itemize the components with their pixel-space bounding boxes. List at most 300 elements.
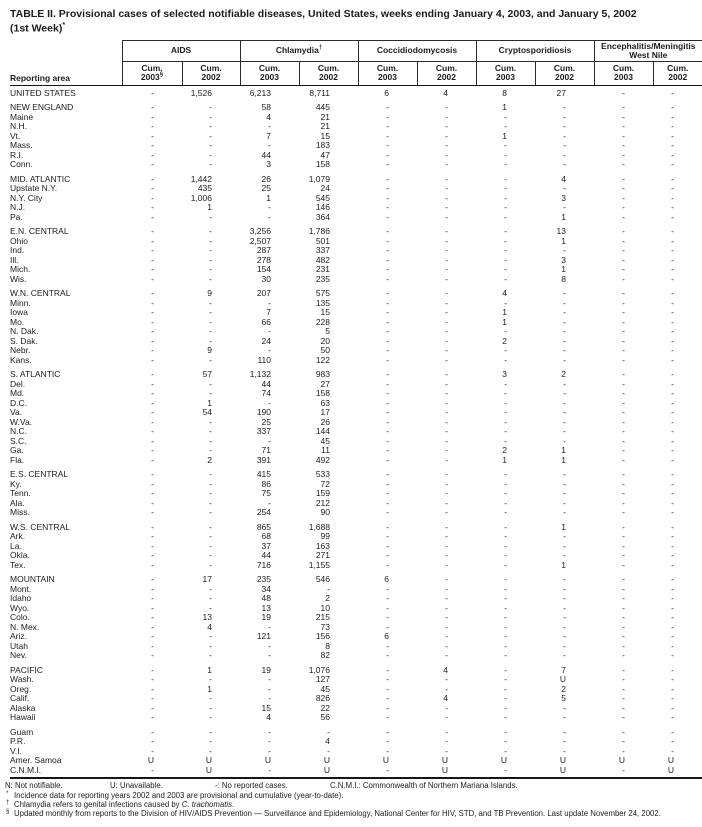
value-cell: -: [386, 370, 389, 379]
value-cell: U: [667, 765, 675, 775]
value-cell: -: [671, 632, 675, 641]
value-cell: 1: [502, 455, 507, 465]
value-cell: -: [445, 131, 448, 141]
value-cell: 3: [266, 160, 271, 169]
value-cell: 1: [502, 131, 507, 141]
value-cell: -: [622, 651, 626, 660]
value-cell: -: [151, 122, 154, 131]
value-cell: -: [445, 236, 448, 246]
value-cell: 212: [315, 498, 330, 508]
reporting-area-cell: Utah: [10, 641, 28, 651]
value-cell: -: [445, 122, 448, 131]
value-cell: 254: [256, 508, 271, 517]
value-cell: -: [151, 737, 154, 746]
value-cell: -: [504, 737, 507, 746]
value-cell: 337: [256, 427, 271, 436]
value-cell: -: [151, 174, 154, 184]
value-cell: -: [504, 212, 507, 222]
value-cell: -: [622, 193, 626, 203]
value-cell: -: [151, 150, 154, 160]
value-cell: -: [504, 613, 507, 622]
table-row: [10, 551, 702, 561]
value-cell: -: [504, 112, 507, 122]
value-cell: -: [386, 455, 389, 465]
value-cell: -: [445, 246, 448, 255]
value-cell: -: [445, 446, 448, 455]
value-cell: -: [504, 470, 507, 479]
value-cell: -: [671, 498, 675, 508]
value-cell: -: [563, 160, 567, 169]
value-cell: 4: [443, 665, 448, 675]
reporting-area-cell: C.N.M.I.: [10, 765, 42, 775]
column-subheader: Cum. 2002: [182, 61, 240, 85]
value-cell: -: [445, 455, 448, 465]
value-cell: 90: [320, 508, 330, 517]
value-cell: -: [622, 174, 626, 184]
value-cell: 575: [315, 289, 330, 298]
legend-item: U: Unavailable.: [110, 781, 163, 790]
value-cell: -: [671, 131, 675, 141]
value-cell: -: [563, 308, 567, 317]
value-cell: -: [209, 150, 212, 160]
value-cell: 25: [261, 184, 271, 193]
table-row: [10, 594, 702, 604]
value-cell: -: [268, 684, 271, 694]
value-cell: -: [622, 265, 626, 274]
value-cell: -: [504, 160, 507, 169]
value-cell: -: [622, 746, 626, 756]
value-cell: 15: [261, 703, 271, 713]
value-cell: -: [563, 379, 567, 389]
value-cell: -: [671, 575, 675, 584]
table-row: [10, 427, 702, 437]
value-cell: -: [671, 684, 675, 694]
value-cell: 68: [261, 532, 271, 541]
value-cell: -: [622, 203, 626, 212]
value-cell: -: [622, 508, 626, 517]
value-cell: -: [386, 298, 389, 308]
value-cell: 22: [320, 703, 330, 713]
value-cell: -: [671, 694, 675, 703]
value-cell: -: [563, 246, 567, 255]
value-cell: -: [622, 255, 626, 265]
value-cell: -: [327, 746, 330, 756]
table-row: [10, 666, 702, 676]
footnote-legend: [5, 781, 702, 790]
value-cell: -: [504, 436, 507, 446]
value-cell: -: [445, 675, 448, 684]
value-cell: -: [563, 508, 567, 517]
value-cell: 13: [261, 603, 271, 613]
value-cell: -: [386, 150, 389, 160]
value-cell: -: [504, 532, 507, 541]
value-cell: 3,256: [249, 227, 271, 236]
value-cell: -: [386, 613, 389, 622]
value-cell: -: [209, 641, 212, 651]
value-cell: -: [504, 408, 507, 417]
value-cell: 9: [207, 346, 212, 355]
value-cell: 492: [315, 455, 330, 465]
reporting-area-cell: S. ATLANTIC: [10, 370, 61, 379]
value-cell: 26: [261, 174, 271, 184]
value-cell: -: [504, 193, 507, 203]
value-cell: -: [151, 551, 154, 560]
value-cell: 5: [561, 694, 567, 703]
value-cell: -: [622, 575, 626, 584]
value-cell: -: [671, 212, 675, 222]
value-cell: -: [386, 694, 389, 703]
value-cell: -: [386, 594, 389, 603]
value-cell: 4: [325, 737, 330, 746]
value-cell: 26: [320, 417, 330, 427]
value-cell: -: [209, 727, 212, 737]
footnote-marker: §: [6, 809, 10, 815]
value-cell: -: [386, 622, 389, 632]
value-cell: -: [151, 112, 154, 122]
value-cell: -: [563, 498, 567, 508]
value-cell: 17: [320, 408, 330, 417]
value-cell: 10: [320, 603, 330, 613]
value-cell: 1: [561, 560, 567, 570]
value-cell: -: [268, 641, 271, 651]
reporting-area-cell: Hawaii: [10, 713, 36, 722]
reporting-area-cell: Wash.: [10, 675, 34, 684]
value-cell: -: [504, 236, 507, 246]
footnote-note: * Incidence data for reporting years 2002 and 2003 are provisional and cumulative (year-to-date).: [6, 791, 344, 800]
value-cell: -: [622, 317, 626, 327]
value-cell: -: [445, 594, 448, 603]
value-cell: 533: [315, 470, 330, 479]
value-cell: -: [445, 389, 448, 398]
value-cell: 1: [207, 665, 212, 675]
table-row: [10, 113, 702, 123]
value-cell: 127: [315, 675, 330, 684]
value-cell: -: [209, 336, 212, 346]
value-cell: -: [671, 112, 675, 122]
value-cell: -: [151, 470, 154, 479]
value-cell: -: [209, 212, 212, 222]
value-cell: -: [445, 203, 448, 212]
value-cell: 86: [261, 479, 271, 489]
value-cell: -: [622, 522, 626, 532]
reporting-area-cell: N.C.: [10, 427, 27, 436]
value-cell: 278: [256, 255, 271, 265]
column-subheader: Cum. 2002: [417, 61, 476, 85]
value-cell: 15: [320, 308, 330, 317]
value-cell: -: [671, 622, 675, 632]
value-cell: -: [671, 508, 675, 517]
value-cell: -: [386, 489, 389, 498]
value-cell: -: [151, 479, 154, 489]
value-cell: -: [268, 203, 271, 212]
table-row: [10, 499, 702, 509]
value-cell: -: [151, 184, 154, 193]
end-gap: [10, 775, 702, 778]
value-cell: 48: [261, 594, 271, 603]
table-row: [10, 399, 702, 409]
value-cell: -: [671, 355, 675, 365]
reporting-area-cell: Calif.: [10, 694, 30, 703]
table-row: [10, 685, 702, 695]
reporting-area-cell: Kans.: [10, 355, 32, 365]
value-cell: 37: [261, 541, 271, 551]
footnotes: [5, 781, 702, 818]
value-cell: -: [151, 255, 154, 265]
value-cell: -: [209, 694, 212, 703]
value-cell: 215: [315, 613, 330, 622]
value-cell: 1,006: [190, 193, 212, 203]
value-cell: 54: [202, 408, 212, 417]
reporting-area-cell: Idaho: [10, 594, 32, 603]
value-cell: -: [151, 713, 154, 722]
value-cell: -: [622, 713, 626, 722]
table-row: [10, 470, 702, 480]
value-cell: 1: [561, 265, 567, 274]
table-row: [10, 694, 702, 704]
column-group-header: Coccidiodomycosis: [358, 40, 476, 61]
value-cell: 3: [561, 255, 567, 265]
value-cell: -: [563, 737, 567, 746]
title-line-2: (1st Week)*: [10, 22, 66, 35]
reporting-area-cell: W.Va.: [10, 417, 33, 427]
value-cell: -: [563, 389, 567, 398]
value-cell: -: [671, 713, 675, 722]
value-cell: -: [563, 436, 567, 446]
value-cell: -: [268, 398, 271, 408]
value-cell: -: [504, 713, 507, 722]
value-cell: -: [671, 336, 675, 346]
value-cell: -: [151, 298, 154, 308]
value-cell: 4: [266, 112, 271, 122]
value-cell: -: [622, 150, 626, 160]
value-cell: 13: [202, 613, 212, 622]
value-cell: -: [151, 498, 154, 508]
value-cell: -: [386, 355, 389, 365]
value-cell: -: [622, 498, 626, 508]
value-cell: -: [504, 427, 507, 436]
value-cell: 21: [320, 122, 330, 131]
value-cell: 6: [384, 632, 389, 641]
value-cell: -: [504, 651, 507, 660]
value-cell: 1: [266, 193, 271, 203]
value-cell: -: [209, 522, 212, 532]
value-cell: -: [151, 265, 154, 274]
value-cell: 1,526: [190, 87, 212, 98]
value-cell: 2: [325, 594, 330, 603]
reporting-area-cell: Mo.: [10, 317, 25, 327]
value-cell: 63: [320, 398, 330, 408]
value-cell: -: [622, 665, 626, 675]
value-cell: -: [209, 498, 212, 508]
legend-item: C.N.M.I.: Commonwealth of Northern Mariana Islands.: [330, 781, 518, 790]
value-cell: -: [209, 470, 212, 479]
reporting-area-cell: Maine: [10, 112, 34, 122]
value-cell: -: [151, 632, 154, 641]
value-cell: -: [504, 274, 507, 284]
value-cell: -: [445, 522, 448, 532]
value-cell: -: [445, 737, 448, 746]
value-cell: -: [386, 308, 389, 317]
value-cell: -: [151, 355, 154, 365]
reporting-area-cell: P.R.: [10, 737, 26, 746]
value-cell: -: [209, 389, 212, 398]
value-cell: -: [327, 727, 330, 737]
value-cell: -: [504, 632, 507, 641]
value-cell: -: [445, 112, 448, 122]
value-cell: -: [386, 227, 389, 236]
reporting-area-cell: N.H.: [10, 122, 27, 131]
footnote-note: § Updated monthly from reports to the Division of HIV/AIDS Prevention — Surveillance and Epidemiology, National Center for HIV, STD, and TB Prevention. Last update November 24, 2002.: [6, 809, 661, 818]
value-cell: -: [386, 265, 389, 274]
footnote-marker: †: [6, 800, 10, 806]
value-cell: -: [386, 122, 389, 131]
value-cell: 287: [256, 246, 271, 255]
value-cell: -: [151, 446, 154, 455]
value-cell: U: [559, 675, 567, 684]
value-cell: -: [151, 560, 154, 570]
value-cell: -: [445, 684, 448, 694]
table-row: [10, 480, 702, 490]
value-cell: -: [151, 408, 154, 417]
value-cell: 2: [561, 370, 567, 379]
value-cell: -: [386, 541, 389, 551]
value-cell: -: [209, 308, 212, 317]
column-subheader: Cum. 2003: [476, 61, 535, 85]
value-cell: -: [671, 389, 675, 398]
value-cell: 9: [207, 289, 212, 298]
value-cell: -: [563, 651, 567, 660]
reporting-area-cell: Oreg.: [10, 684, 32, 694]
value-cell: -: [622, 212, 626, 222]
value-cell: -: [622, 355, 626, 365]
value-cell: -: [151, 746, 154, 756]
value-cell: -: [504, 541, 507, 551]
value-cell: -: [504, 594, 507, 603]
table-row: [10, 203, 702, 213]
value-cell: -: [563, 622, 567, 632]
value-cell: -: [151, 160, 154, 169]
value-cell: -: [445, 498, 448, 508]
value-cell: -: [386, 532, 389, 541]
value-cell: -: [445, 532, 448, 541]
value-cell: -: [445, 575, 448, 584]
value-cell: -: [151, 684, 154, 694]
value-cell: -: [622, 532, 626, 541]
value-cell: -: [622, 103, 626, 112]
reporting-area-cell: MID. ATLANTIC: [10, 174, 71, 184]
table-row: [10, 642, 702, 652]
value-cell: -: [151, 727, 154, 737]
value-cell: -: [268, 746, 271, 756]
table-row: [10, 237, 702, 247]
value-cell: 865: [256, 522, 271, 532]
reporting-area-cell: N.J.: [10, 203, 26, 212]
footnote-marker: *: [6, 791, 9, 797]
reporting-area-cell: Alaska: [10, 703, 36, 713]
value-cell: -: [209, 379, 212, 389]
value-cell: -: [386, 703, 389, 713]
value-cell: -: [445, 336, 448, 346]
value-cell: -: [209, 584, 212, 594]
value-cell: -: [209, 594, 212, 603]
column-group-header: Encephalitis/Meningitis West Nile: [594, 40, 702, 61]
value-cell: -: [671, 274, 675, 284]
value-cell: -: [209, 746, 212, 756]
value-cell: -: [504, 184, 507, 193]
value-cell: -: [151, 398, 154, 408]
column-subheader: Cum. 2002: [653, 61, 702, 85]
value-cell: -: [209, 246, 212, 255]
value-cell: -: [386, 436, 389, 446]
value-cell: -: [563, 327, 567, 336]
table-row: [10, 704, 702, 714]
value-cell: -: [445, 379, 448, 389]
value-cell: -: [504, 346, 507, 355]
value-cell: -: [445, 436, 448, 446]
value-cell: 1,079: [308, 174, 330, 184]
value-cell: -: [209, 112, 212, 122]
table-row: [10, 227, 702, 237]
value-cell: -: [563, 632, 567, 641]
value-cell: -: [671, 122, 675, 131]
table-row: [10, 766, 702, 776]
table-row: [10, 380, 702, 390]
value-cell: -: [563, 713, 567, 722]
value-cell: -: [209, 417, 212, 427]
reporting-area-cell: R.I.: [10, 150, 24, 160]
value-cell: -: [671, 398, 675, 408]
value-cell: -: [386, 274, 389, 284]
table-row: [10, 256, 702, 266]
value-cell: -: [671, 327, 675, 336]
value-cell: -: [671, 665, 675, 675]
value-cell: -: [563, 122, 567, 131]
reporting-area-cell: E.N. CENTRAL: [10, 227, 69, 236]
value-cell: -: [563, 427, 567, 436]
value-cell: -: [622, 560, 626, 570]
value-cell: 183: [315, 141, 330, 150]
value-cell: -: [504, 675, 507, 684]
value-cell: -: [386, 346, 389, 355]
value-cell: 30: [261, 274, 271, 284]
value-cell: -: [622, 622, 626, 632]
reporting-area-cell: Del.: [10, 379, 26, 389]
column-subheader: Cum. 2002: [299, 61, 358, 85]
table-row: [10, 737, 702, 747]
value-cell: -: [622, 427, 626, 436]
value-cell: -: [386, 193, 389, 203]
value-cell: 271: [315, 551, 330, 560]
reporting-area-cell: Iowa: [10, 308, 28, 317]
value-cell: -: [386, 317, 389, 327]
value-cell: 146: [315, 203, 330, 212]
value-cell: -: [209, 103, 212, 112]
value-cell: 4: [443, 694, 448, 703]
value-cell: -: [563, 584, 567, 594]
value-cell: 135: [315, 298, 330, 308]
value-cell: 73: [320, 622, 330, 632]
reporting-area-cell: N. Dak.: [10, 327, 39, 336]
value-cell: -: [386, 141, 389, 150]
value-cell: 716: [256, 560, 271, 570]
value-cell: -: [151, 317, 154, 327]
value-cell: -: [563, 141, 567, 150]
value-cell: 231: [315, 265, 330, 274]
table-row: [10, 623, 702, 633]
value-cell: -: [151, 193, 154, 203]
value-cell: -: [671, 184, 675, 193]
value-cell: -: [445, 613, 448, 622]
